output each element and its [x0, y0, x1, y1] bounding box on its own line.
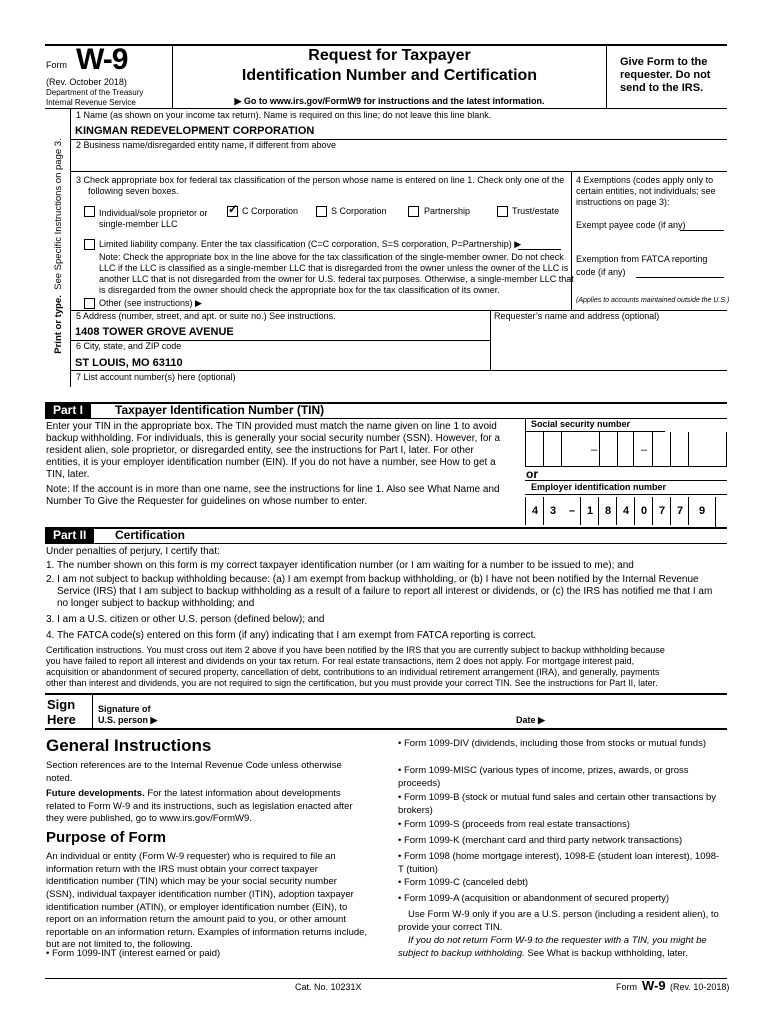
requester-divider — [490, 310, 491, 370]
header-divider-right — [606, 44, 607, 108]
ssn-label: Social security number — [531, 419, 631, 429]
fatca-label-line1: Exemption from FATCA reporting — [576, 254, 708, 264]
sign-word: Sign — [47, 697, 76, 712]
part1-label: Part I — [45, 403, 91, 418]
us-person-text: Use Form W-9 only if you are a U.S. person (including a resident alien), to provide your correct TIN. — [398, 909, 719, 933]
dept-treasury: Department of the Treasury — [46, 88, 144, 97]
part1-text-2: backup withholding. For individuals, this is generally your social security number (SSN). However, for a — [46, 433, 501, 444]
line3-label: 3 Check appropriate box for federal tax classification of the person whose name is entered on line 1. Check only one of the — [76, 175, 565, 185]
cert-instr-3: acquisition or abandonment of secured property, cancellation of debt, contributions to an individual retirement arrangement (IRA), and generally, payments — [46, 667, 660, 677]
ein-digit-4[interactable]: 8 — [598, 497, 617, 525]
side-column — [45, 110, 69, 386]
ein-label-rule — [525, 494, 727, 495]
checkbox-c-corporation[interactable] — [227, 202, 239, 217]
general-instructions-heading: General Instructions — [46, 736, 212, 755]
footer-form-label: Form — [616, 982, 637, 992]
footer-form-number: W-9 — [642, 978, 666, 993]
option-trust-estate-label: Trust/estate — [512, 206, 560, 216]
line2-business-field[interactable] — [70, 152, 727, 170]
exemptions-line3: instructions on page 3): — [576, 197, 670, 207]
cert-instr-1: Certification instructions. You must cross out item 2 above if you have been notified by the IRS that you are currently subject to backup withholding because — [46, 645, 665, 655]
sign-top-rule — [45, 693, 727, 695]
option-partnership-label: Partnership — [424, 206, 471, 216]
list-item-1099-int: • Form 1099-INT (interest earned or paid) — [46, 948, 221, 959]
purpose-heading: Purpose of Form — [46, 829, 167, 846]
ein-label: Employer identification number — [531, 482, 667, 492]
line6-label: 6 City, state, and ZIP code — [76, 341, 182, 351]
signature-field[interactable] — [165, 700, 510, 726]
ein-field[interactable] — [525, 497, 716, 527]
applies-note: (Applies to accounts maintained outside the U.S.) — [576, 297, 730, 304]
ssn-sep-3 — [688, 432, 689, 466]
here-word: Here — [47, 712, 76, 727]
part1-note-2: Number To Give the Requester for guidelines on whose number to enter. — [46, 496, 368, 507]
ssn-digit-4[interactable] — [599, 432, 618, 466]
future-developments-heading: Future developments. — [46, 788, 145, 799]
llc-note-line4: is disregarded from the owner should check the appropriate box for the tax classification of its owner. — [99, 285, 500, 295]
ssn-bottom-rule — [525, 466, 727, 467]
exemptions-divider — [571, 171, 572, 310]
list-item-1099-div: • Form 1099-DIV (dividends, including those from stocks or mutual funds) — [398, 738, 706, 749]
instructions-link[interactable]: ▶ Go to www.irs.gov/FormW9 for instructions and the latest information. — [234, 96, 545, 106]
cert-item-1: 1. The number shown on this form is my correct taxpayer identification number (or I am waiting for a number to be issued to me); and — [46, 560, 634, 571]
date-label: Date ▶ — [516, 715, 545, 725]
llc-note-line3: another LLC that is not disregarded from the owner for U.S. federal tax purposes. Otherwise, a single-member LLC that — [99, 274, 574, 284]
section-references-text: Section references are to the Internal Revenue Code unless otherwise noted. — [46, 760, 342, 784]
ssn-digit-3[interactable] — [561, 432, 580, 466]
checkbox-s-corporation[interactable] — [316, 206, 327, 217]
or-label: or — [526, 467, 538, 481]
checkbox-llc[interactable] — [84, 239, 95, 250]
catalog-number: Cat. No. 10231X — [295, 982, 362, 992]
ein-digit-5[interactable]: 4 — [616, 497, 635, 525]
checkbox-trust-estate[interactable] — [497, 206, 508, 217]
form-title-line1: Request for Taxpayer — [308, 47, 471, 64]
date-field[interactable] — [550, 700, 725, 726]
exempt-payee-field[interactable] — [680, 230, 724, 231]
backup-withholding-italic: If you do not return Form W-9 to the requester with a TIN, you might be subject to backup withholding. — [398, 935, 707, 959]
llc-label: Limited liability company. Enter the tax classification (C=C corporation, S=S corporation, P=Partnership) ▶ — [99, 239, 522, 249]
ein-digit-8[interactable]: 7 — [670, 497, 689, 525]
future-developments-text: For the latest information about developments related to Form W-9 and its instructions, such as legislation enacted after they were published, go to www.irs.gov/FormW9. — [46, 788, 353, 825]
exemptions-line1: 4 Exemptions (codes apply only to — [576, 175, 714, 185]
ssn-sep-1 — [652, 432, 653, 466]
line7-account-field[interactable] — [70, 384, 727, 399]
requester-label: Requester’s name and address (optional) — [494, 311, 660, 321]
cert-item-2c: no longer subject to backup withholding; and — [57, 598, 255, 609]
checkbox-partnership[interactable] — [408, 206, 419, 217]
other-label: Other (see instructions) ▶ — [99, 298, 202, 308]
ein-top-rule — [525, 480, 727, 481]
ein-digit-7[interactable]: 7 — [652, 497, 671, 525]
fatca-label-line2: code (if any) — [576, 267, 626, 277]
backup-withholding-see: See What is backup withholding, later. — [524, 947, 688, 959]
exemptions-line2: certain entities, not individuals; see — [576, 186, 716, 196]
side-instructions — [49, 108, 69, 384]
backup-withholding-text — [398, 935, 723, 960]
line6-city-value: ST LOUIS, MO 63110 — [75, 357, 183, 369]
form-title-line2: Identification Number and Certification — [241, 67, 538, 84]
sign-divider — [92, 694, 93, 728]
irs-label: Internal Revenue Service — [46, 98, 136, 107]
llc-classification-field[interactable] — [518, 249, 561, 250]
line1-name-value: KINGMAN REDEVELOPMENT CORPORATION — [75, 125, 315, 137]
give-form-line3: send to the IRS. — [620, 82, 704, 94]
ssn-dash-2: – — [641, 444, 648, 456]
give-form-line2: requester. Do not — [620, 69, 711, 81]
cert-item-2b: Service (IRS) that I am subject to backup withholding as a result of a failure to report all interest or dividends, or (c) the IRS has notified me that I am — [57, 586, 713, 597]
give-form-line1: Give Form to the — [620, 56, 708, 68]
cert-instr-4: other than interest and dividends, you are not required to sign the certification, but you must provide your correct TIN. See the instructions for Part II, later. — [46, 678, 658, 688]
llc-note-line1: Note: Check the appropriate box in the line above for the tax classification of the single-member owner. Do not check — [99, 252, 564, 262]
ein-digit-1[interactable]: 4 — [525, 497, 544, 525]
line5-address-value: 1408 TOWER GROVE AVENUE — [75, 326, 234, 338]
ein-digit-6[interactable]: 0 — [634, 497, 653, 525]
line3-label-cont: following seven boxes. — [88, 186, 179, 196]
option-s-corporation-label: S Corporation — [331, 206, 387, 216]
checkbox-individual[interactable] — [84, 206, 95, 217]
list-item-1099-s: • Form 1099-S (proceeds from real estate transactions) — [398, 819, 630, 830]
exempt-payee-label: Exempt payee code (if any) — [576, 220, 686, 230]
ein-digit-3[interactable]: 1 — [580, 497, 599, 525]
checkbox-other[interactable] — [84, 298, 95, 309]
list-item-1099-k: • Form 1099-K (merchant card and third party network transactions) — [398, 835, 683, 846]
line1-name-field[interactable] — [70, 124, 727, 138]
ssn-last-four[interactable] — [633, 432, 727, 466]
perjury-intro: Under penalties of perjury, I certify that: — [46, 546, 220, 557]
list-item-1098: • Form 1098 (home mortgage interest), 1098-E (student loan interest), 1098-T (tuition) — [398, 851, 720, 875]
sign-bottom-rule — [45, 728, 727, 730]
part2-title-rule — [45, 543, 727, 544]
part1-text-5: TIN, later. — [46, 469, 90, 480]
part1-title: Taxpayer Identification Number (TIN) — [115, 403, 325, 417]
list-item-1099-a: • Form 1099-A (acquisition or abandonment of secured property) — [398, 893, 670, 904]
line6-city-field[interactable] — [70, 356, 490, 370]
option-c-corporation-label: C Corporation — [242, 206, 299, 216]
revision-date: (Rev. October 2018) — [46, 77, 127, 87]
line5-address-field[interactable] — [70, 325, 490, 340]
part1-text-3: resident alien, sole proprietor, or disregarded entity, see the instructions for Part I, later. For other — [46, 445, 474, 456]
cert-item-3: 3. I am a U.S. citizen or other U.S. person (defined below); and — [46, 614, 325, 625]
see-specific-instructions: See Specific Instructions on page 3. — [53, 138, 64, 290]
llc-note-line2: LLC if the LLC is classified as a single-member LLC that is disregarded from the owner unless the owner of the LLC is — [99, 263, 569, 273]
ssn-label-box — [525, 418, 728, 431]
ein-digit-9[interactable]: 9 — [688, 497, 715, 525]
line2-rule — [70, 171, 727, 172]
footer-revision: (Rev. 10-2018) — [670, 982, 730, 992]
line1-label: 1 Name (as shown on your income tax return). Name is required on this line; do not leave this line blank. — [76, 110, 492, 120]
option-individual-label: Individual/sole proprietor or — [99, 208, 208, 218]
checkmark-icon: ✓ — [228, 202, 239, 216]
ein-dash: – — [569, 505, 576, 517]
line2-label: 2 Business name/disregarded entity name, if different from above — [76, 140, 336, 150]
line6-rule — [70, 370, 727, 371]
footer-rule — [45, 978, 727, 979]
ein-digit-2[interactable]: 3 — [543, 497, 562, 525]
line5-label: 5 Address (number, street, and apt. or suite no.) See instructions. — [76, 311, 336, 321]
future-developments — [46, 788, 368, 826]
ssn-sep-2 — [670, 432, 671, 466]
signature-label-1: Signature of — [98, 704, 151, 714]
form-number: W-9 — [76, 43, 128, 76]
part1-text-4: entities, it is your employer identification number (EIN). If you do not have a number, see How to get a — [46, 457, 496, 468]
side-divider — [70, 109, 71, 387]
list-item-1099-c: • Form 1099-C (canceled debt) — [398, 877, 529, 888]
cert-item-4: 4. The FATCA code(s) entered on this form (if any) indicating that I am exempt from FATCA reporting is correct. — [46, 630, 537, 641]
cert-instr-2: you have failed to report all interest and dividends on your tax return. For real estate transactions, item 2 does not apply. For mortgage interest paid, — [46, 656, 635, 666]
line7-label: 7 List account number(s) here (optional) — [76, 372, 236, 382]
cert-item-2a: 2. I am not subject to backup withholding because: (a) I am exempt from backup withholding, or (b) I have not been notified by the Internal Revenue — [46, 574, 699, 585]
ssn-dash-1: – — [591, 444, 598, 456]
form-label: Form — [46, 60, 67, 70]
signature-label-2: U.S. person ▶ — [98, 715, 158, 725]
ssn-digit-2[interactable] — [543, 432, 562, 466]
purpose-text: An individual or entity (Form W-9 requester) who is required to file an information return with the IRS must obtain your correct taxpayer identification number (TIN) which may be your social security number (SSN), individual taxpayer identification number (ITIN), adoption taxpayer identification number (ATIN), or employer identification number (EIN), to report on an information return the amount paid to you, or other amount reportable on an information return. Examples of information returns include, but are not limited to, the following. — [46, 851, 368, 951]
part2-label: Part II — [45, 528, 94, 543]
part1-note-1: Note: If the account is in more than one name, see the instructions for line 1. Also see What Name and — [46, 484, 500, 495]
ssn-digit-1[interactable] — [525, 432, 544, 466]
list-item-1099-misc: • Form 1099-MISC (various types of income, prizes, awards, or gross proceeds) — [398, 765, 689, 789]
list-item-1099-b: • Form 1099-B (stock or mutual fund sales and certain other transactions by brokers) — [398, 792, 717, 816]
header-bottom-rule — [45, 108, 727, 109]
part1-text-1: Enter your TIN in the appropriate box. The TIN provided must match the name given on line 1 to avoid — [46, 421, 497, 432]
print-or-type: Print or type. — [53, 295, 64, 354]
fatca-code-field[interactable] — [636, 277, 724, 278]
option-individual-label-cont: single-member LLC — [99, 219, 178, 229]
part2-title: Certification — [115, 528, 186, 542]
